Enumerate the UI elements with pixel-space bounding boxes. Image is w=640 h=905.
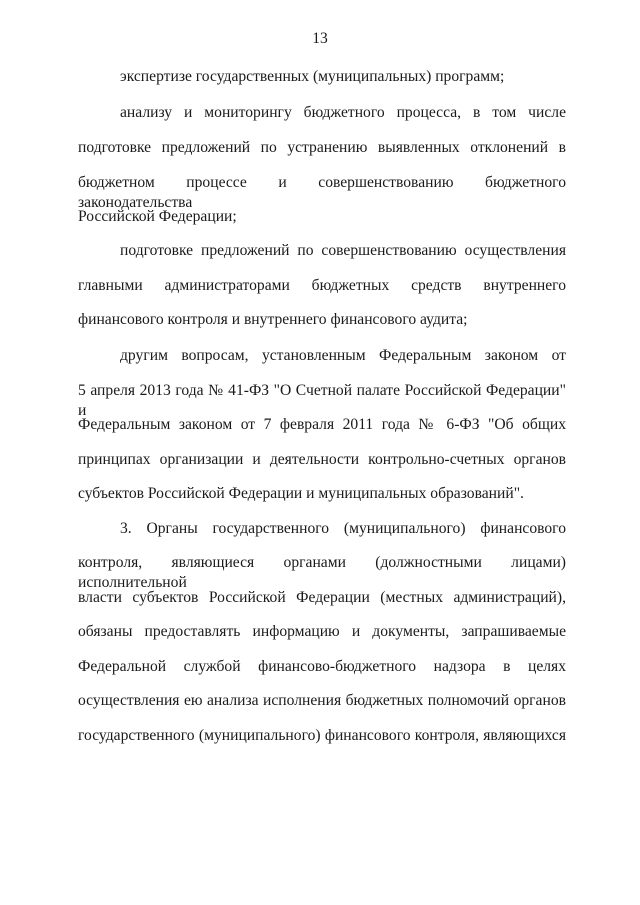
text-line: Федеральным законом от 7 февраля 2011 года № 6-ФЗ "Об общих [78, 416, 566, 433]
text-line: 3. Органы государственного (муниципального) финансового [120, 520, 566, 537]
text-line: другим вопросам, установленным Федеральным законом от [120, 347, 566, 364]
text-line: главными администраторами бюджетных средств внутреннего [78, 277, 566, 294]
text-line: государственного (муниципального) финансового контроля, являющихся [78, 727, 566, 744]
text-line: 5 апреля 2013 года № 41-ФЗ "О Счетной палате Российской Федерации" и [78, 382, 566, 419]
text-line: финансового контроля и внутреннего финансового аудита; [78, 311, 468, 328]
text-line: Федеральной службой финансово-бюджетного надзора в целях [78, 658, 566, 675]
text-line: подготовке предложений по устранению выявленных отклонений в [78, 139, 566, 156]
text-line: бюджетном процессе и совершенствованию бюджетного законодательства [78, 174, 566, 211]
text-line: экспертизе государственных (муниципальных) программ; [120, 68, 505, 85]
text-line: осуществления ею анализа исполнения бюджетных полномочий органов [78, 692, 566, 709]
text-line: обязаны предоставлять информацию и документы, запрашиваемые [78, 623, 566, 640]
text-line: анализу и мониторингу бюджетного процесса, в том числе [120, 104, 566, 121]
text-line: подготовке предложений по совершенствованию осуществления [120, 242, 566, 259]
text-line: субъектов Российской Федерации и муниципальных образований". [78, 485, 524, 502]
text-line: Российской Федерации; [78, 208, 237, 225]
text-line: принципах организации и деятельности контрольно-счетных органов [78, 451, 566, 468]
page-number: 13 [312, 30, 328, 47]
text-line: контроля, являющиеся органами (должностными лицами) исполнительной [78, 554, 566, 591]
text-line: власти субъектов Российской Федерации (местных администраций), [78, 589, 566, 606]
